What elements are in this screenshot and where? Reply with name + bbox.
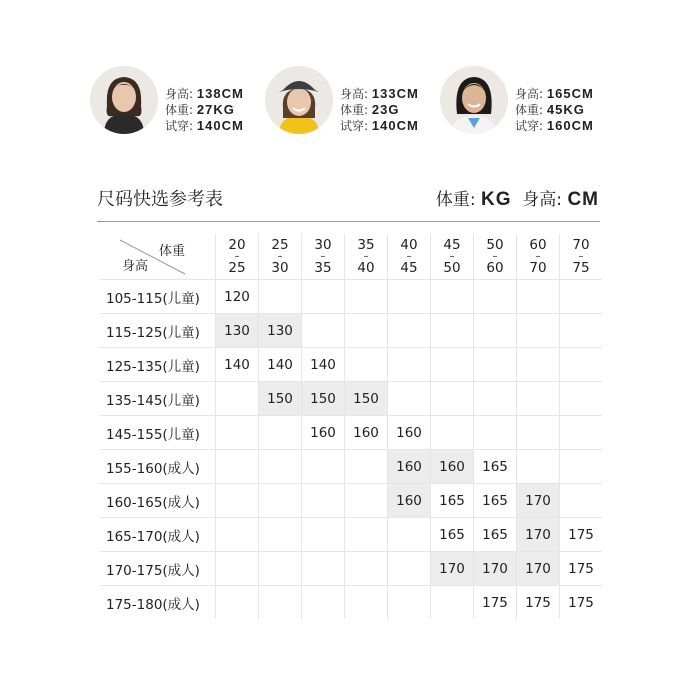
size-cell	[517, 314, 560, 348]
size-cell	[517, 348, 560, 382]
table-row	[100, 348, 602, 382]
height-range-label: 170-175(成人)	[100, 552, 216, 586]
height-range-label: 165-170(成人)	[100, 518, 216, 552]
size-cell	[216, 484, 259, 518]
table-header-row	[100, 234, 602, 280]
weight-range-bottom: 60	[486, 259, 504, 276]
size-cell	[560, 484, 603, 518]
table-row	[100, 518, 602, 552]
size-cell	[474, 314, 517, 348]
size-cell	[259, 518, 302, 552]
size-cell	[474, 280, 517, 314]
height-value: 133CM	[371, 86, 419, 101]
model-profiles	[90, 66, 620, 138]
height-key: 身高:	[165, 87, 194, 101]
height-range-label: 125-135(儿童)	[100, 348, 216, 382]
height-range-label: 175-180(成人)	[100, 586, 216, 620]
size-cell	[259, 484, 302, 518]
weight-key: 体重:	[515, 103, 544, 117]
table-row	[100, 314, 602, 348]
size-cell	[302, 586, 345, 620]
weight-range-top: 25	[271, 236, 289, 253]
size-cell	[517, 416, 560, 450]
model-1-stats	[165, 86, 244, 134]
size-cell	[302, 314, 345, 348]
table-row	[100, 586, 602, 620]
height-range-label: 135-145(儿童)	[100, 382, 216, 416]
size-cell	[431, 416, 474, 450]
weight-range-dash: –	[406, 250, 412, 262]
size-cell	[259, 416, 302, 450]
size-cell: 170	[431, 552, 474, 586]
height-value: 165CM	[546, 86, 594, 101]
size-cell	[560, 450, 603, 484]
size-cell	[388, 518, 431, 552]
model-2-stats	[340, 86, 419, 134]
weight-range-top: 70	[572, 236, 590, 253]
weight-unit: KG	[480, 189, 512, 210]
size-cell	[216, 416, 259, 450]
weight-range-bottom: 25	[228, 259, 246, 276]
size-cell	[474, 348, 517, 382]
weight-range-dash: –	[578, 250, 584, 262]
size-cell: 140	[216, 348, 259, 382]
weight-range-bottom: 50	[443, 259, 461, 276]
tryon-value: 140CM	[196, 118, 244, 133]
weight-range-top: 40	[400, 236, 418, 253]
size-cell	[259, 280, 302, 314]
size-cell	[216, 518, 259, 552]
height-range-label: 155-160(成人)	[100, 450, 216, 484]
weight-column-header	[345, 234, 388, 280]
height-range-label: 160-165(成人)	[100, 484, 216, 518]
size-cell: 175	[517, 586, 560, 620]
size-cell: 165	[431, 484, 474, 518]
size-cell	[388, 314, 431, 348]
size-cell	[345, 552, 388, 586]
weight-range-bottom: 40	[357, 259, 375, 276]
girl-avatar	[90, 66, 158, 134]
size-cell	[517, 450, 560, 484]
size-cell: 170	[517, 552, 560, 586]
size-cell	[560, 416, 603, 450]
size-cell: 165	[474, 518, 517, 552]
page-title: 尺码快选参考表	[97, 189, 223, 210]
weight-column-header	[431, 234, 474, 280]
size-cell	[259, 450, 302, 484]
tryon-key: 试穿:	[165, 119, 194, 133]
weight-value: 27KG	[196, 102, 235, 117]
weight-range-dash: –	[492, 250, 498, 262]
size-cell	[431, 586, 474, 620]
weight-key: 体重:	[165, 103, 194, 117]
size-cell: 130	[216, 314, 259, 348]
weight-range-bottom: 45	[400, 259, 418, 276]
girl-cap-avatar	[265, 66, 333, 134]
size-cell	[216, 552, 259, 586]
size-cell	[560, 382, 603, 416]
weight-range-top: 35	[357, 236, 375, 253]
size-cell	[560, 348, 603, 382]
size-cell	[302, 450, 345, 484]
size-cell	[302, 552, 345, 586]
height-range-label: 145-155(儿童)	[100, 416, 216, 450]
weight-key: 体重:	[340, 103, 369, 117]
size-cell	[388, 586, 431, 620]
size-cell	[345, 280, 388, 314]
table-row	[100, 484, 602, 518]
size-cell	[431, 348, 474, 382]
size-cell	[345, 314, 388, 348]
size-cell	[517, 382, 560, 416]
weight-range-top: 30	[314, 236, 332, 253]
weight-column-header	[302, 234, 345, 280]
size-cell	[388, 280, 431, 314]
weight-range-dash: –	[535, 250, 541, 262]
weight-range-dash: –	[363, 250, 369, 262]
size-cell: 160	[388, 450, 431, 484]
weight-range-bottom: 30	[271, 259, 289, 276]
size-cell: 175	[474, 586, 517, 620]
table-row	[100, 382, 602, 416]
weight-column-header	[474, 234, 517, 280]
weight-unit-label: 体重:	[435, 190, 476, 210]
weight-range-bottom: 35	[314, 259, 332, 276]
height-key: 身高:	[340, 87, 369, 101]
size-cell: 130	[259, 314, 302, 348]
size-cell	[302, 484, 345, 518]
size-chart-table	[100, 234, 602, 619]
size-cell: 165	[431, 518, 474, 552]
size-cell	[560, 280, 603, 314]
woman-avatar	[440, 66, 508, 134]
size-cell	[345, 348, 388, 382]
size-cell	[388, 552, 431, 586]
tryon-value: 160CM	[546, 118, 594, 133]
weight-range-bottom: 70	[529, 259, 547, 276]
table-row	[100, 552, 602, 586]
weight-column-header	[388, 234, 431, 280]
size-cell: 120	[216, 280, 259, 314]
tryon-value: 140CM	[371, 118, 419, 133]
unit-legend	[436, 185, 599, 211]
size-cell	[431, 382, 474, 416]
weight-column-header	[560, 234, 603, 280]
size-cell: 170	[517, 518, 560, 552]
size-cell	[345, 586, 388, 620]
size-cell	[560, 314, 603, 348]
size-cell: 140	[259, 348, 302, 382]
height-unit: CM	[567, 189, 599, 210]
size-cell	[345, 450, 388, 484]
size-cell	[345, 518, 388, 552]
size-cell: 170	[474, 552, 517, 586]
tryon-key: 试穿:	[515, 119, 544, 133]
size-cell: 160	[388, 416, 431, 450]
weight-range-dash: –	[234, 250, 240, 262]
size-cell	[388, 382, 431, 416]
size-cell: 150	[302, 382, 345, 416]
table-body	[100, 280, 602, 620]
weight-range-top: 45	[443, 236, 461, 253]
height-value: 138CM	[196, 86, 244, 101]
size-cell	[474, 416, 517, 450]
table-row	[100, 280, 602, 314]
size-cell	[259, 552, 302, 586]
size-cell: 175	[568, 594, 594, 611]
weight-value: 45KG	[546, 102, 585, 117]
weight-range-bottom: 75	[572, 259, 590, 276]
size-cell: 175	[560, 552, 603, 586]
height-range-label: 105-115(儿童)	[100, 280, 216, 314]
size-cell	[259, 586, 302, 620]
size-cell: 170	[517, 484, 560, 518]
height-range-label: 115-125(儿童)	[100, 314, 216, 348]
weight-column-header	[517, 234, 560, 280]
size-cell	[388, 348, 431, 382]
model-3-stats	[515, 86, 594, 134]
size-cell	[302, 518, 345, 552]
size-cell: 165	[474, 484, 517, 518]
size-cell: 160	[302, 416, 345, 450]
size-cell: 160	[388, 484, 431, 518]
size-cell	[216, 586, 259, 620]
weight-column-header	[216, 234, 259, 280]
weight-range-dash: –	[277, 250, 283, 262]
header-divider	[97, 221, 600, 222]
size-cell	[345, 484, 388, 518]
weight-range-dash: –	[320, 250, 326, 262]
table-corner	[100, 234, 216, 280]
weight-range-top: 20	[228, 236, 246, 253]
size-cell	[431, 314, 474, 348]
diagonal-line	[100, 234, 215, 279]
height-key: 身高:	[515, 87, 544, 101]
corner-weight-label: 体重	[158, 244, 185, 259]
size-cell: 150	[259, 382, 302, 416]
weight-value: 23G	[371, 102, 400, 117]
size-cell	[216, 382, 259, 416]
size-cell: 160	[431, 450, 474, 484]
size-cell: 165	[474, 450, 517, 484]
table-row	[100, 416, 602, 450]
height-unit-label: 身高:	[522, 190, 563, 210]
size-cell: 150	[345, 382, 388, 416]
weight-column-header	[259, 234, 302, 280]
size-cell: 160	[345, 416, 388, 450]
weight-range-top: 60	[529, 236, 547, 253]
tryon-key: 试穿:	[340, 119, 369, 133]
size-cell	[517, 280, 560, 314]
size-cell	[431, 280, 474, 314]
size-cell	[474, 382, 517, 416]
size-cell	[302, 280, 345, 314]
size-cell	[216, 450, 259, 484]
table-row	[100, 450, 602, 484]
size-cell: 175	[560, 518, 603, 552]
corner-height-label: 身高	[122, 259, 149, 274]
weight-range-dash: –	[449, 250, 455, 262]
size-cell: 140	[302, 348, 345, 382]
weight-range-top: 50	[486, 236, 504, 253]
